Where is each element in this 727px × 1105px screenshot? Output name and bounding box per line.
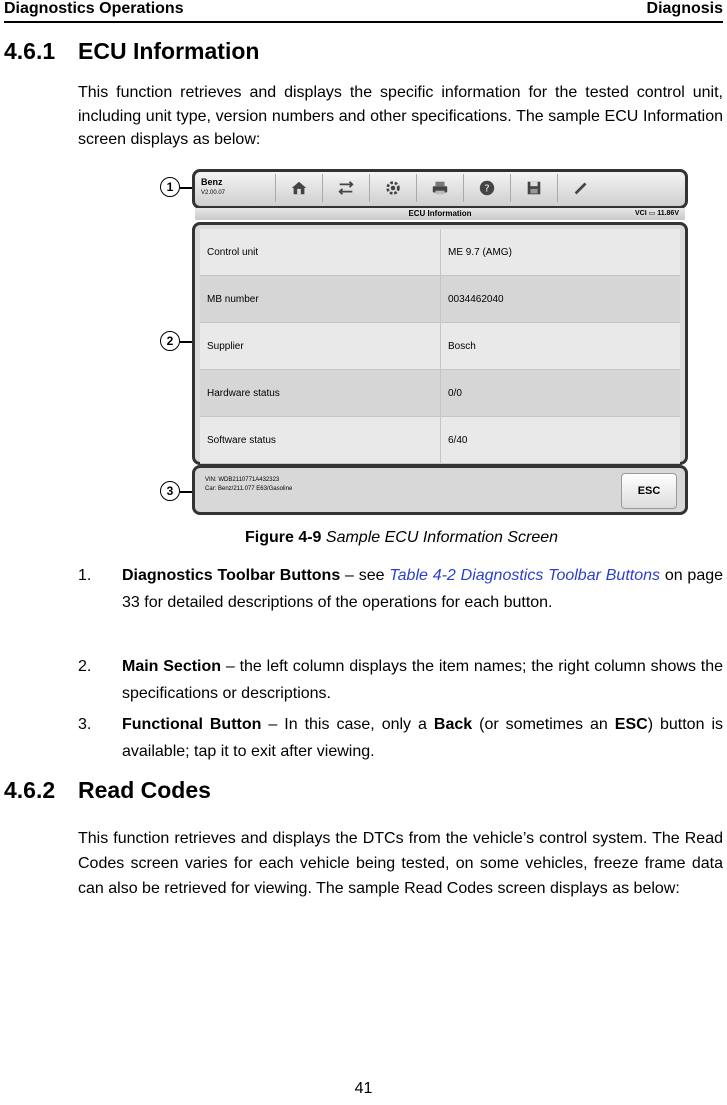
list-term: Diagnostics Toolbar Buttons xyxy=(122,567,341,584)
car-line: Car: Benz/211.077 E63/Gasoline xyxy=(205,486,293,492)
list-text: ) button is available; tap it to exit after viewing. xyxy=(122,716,724,760)
table-row xyxy=(200,323,680,370)
caption-text: Sample ECU Information Screen xyxy=(325,529,559,546)
section-number: 4.6.1 xyxy=(4,38,56,64)
item-name: Software status xyxy=(200,417,440,464)
list-item-2 xyxy=(78,654,723,707)
battery-voltage: 11.86V xyxy=(657,210,679,217)
section-title: ECU Information xyxy=(78,38,260,64)
save-button[interactable] xyxy=(510,174,557,202)
status-indicators xyxy=(635,208,679,220)
home-icon xyxy=(290,179,308,197)
battery-icon: ▭ xyxy=(648,210,656,217)
list-bold: ESC xyxy=(614,716,648,733)
svg-text:?: ? xyxy=(484,183,490,195)
list-text: (or sometimes an xyxy=(472,716,615,733)
vehicle-brand xyxy=(201,177,225,199)
page-number: 41 xyxy=(354,1080,373,1097)
header-right: Diagnosis xyxy=(646,0,723,17)
list-term: Functional Button xyxy=(122,716,262,733)
intro-paragraph: This function retrieves and displays the specific information for the tested control unit, including unit type, version numbers and other specifications. The sample ECU Information screen displays as below: xyxy=(78,84,723,148)
list-text: on page 33 for detailed descriptions of the operations for each button. xyxy=(122,567,724,611)
list-bold: Back xyxy=(433,716,473,733)
vehicle-swap-icon xyxy=(337,179,355,197)
table-row xyxy=(200,417,680,464)
callout-number: 3 xyxy=(160,481,180,501)
screen-title: ECU Information xyxy=(408,209,472,218)
item-name: Hardware status xyxy=(200,370,440,417)
settings-button[interactable] xyxy=(369,174,416,202)
save-icon xyxy=(525,179,543,197)
section-title: Read Codes xyxy=(78,777,211,803)
brand-name: Benz xyxy=(201,177,223,187)
vin-line: VIN: WDB2110771A432323 xyxy=(205,477,280,483)
list-text: – the left column displays the item names; the right column shows the specifications or descriptions. xyxy=(122,658,723,702)
list-number: 3. xyxy=(78,716,92,733)
item-name: Supplier xyxy=(200,323,440,370)
help-button[interactable] xyxy=(463,174,510,202)
data-logging-icon xyxy=(572,179,590,197)
caption-label: Figure 4-9 xyxy=(244,529,322,546)
item-value: 0/0 xyxy=(440,370,680,417)
callout-line xyxy=(180,187,192,189)
table-reference-link[interactable]: Table 4-2 Diagnostics Toolbar Buttons xyxy=(389,567,661,584)
print-icon xyxy=(431,179,449,197)
settings-icon xyxy=(384,179,402,197)
callout-line xyxy=(180,491,192,493)
item-value: ME 9.7 (AMG) xyxy=(440,229,680,276)
esc-button[interactable]: ESC xyxy=(621,473,677,509)
list-text: – see xyxy=(340,567,390,584)
section-heading-4-6-1 xyxy=(4,38,259,65)
list-term: Main Section xyxy=(122,658,222,675)
callout-line xyxy=(180,341,192,343)
running-header xyxy=(4,0,723,23)
item-value: Bosch xyxy=(440,323,680,370)
item-value: 0034462040 xyxy=(440,276,680,323)
section-number: 4.6.2 xyxy=(4,777,56,803)
list-item-1 xyxy=(78,563,723,616)
print-button[interactable] xyxy=(416,174,463,202)
table-row xyxy=(200,370,680,417)
help-icon xyxy=(478,179,496,197)
table-row xyxy=(200,276,680,323)
table-row xyxy=(200,229,680,276)
figure-caption xyxy=(0,529,727,547)
home-button[interactable] xyxy=(275,174,322,202)
read-codes-paragraph: This function retrieves and displays the DTCs from the vehicle’s control system. The Read Codes screen varies for each vehicle being tested, on some vehicles, freeze frame data can also be retrieved for viewing. The sample Read Codes screen displays as below: xyxy=(78,830,723,897)
diagnostics-toolbar xyxy=(192,169,688,209)
item-name: Control unit xyxy=(200,229,440,276)
main-section xyxy=(192,222,688,465)
ecu-info-table xyxy=(200,229,680,464)
vehicle-swap-button[interactable] xyxy=(322,174,369,202)
list-text: – In this case, only a xyxy=(261,716,434,733)
vci-label: VCI xyxy=(634,210,647,217)
section-heading-4-6-2 xyxy=(4,777,211,804)
list-item-3 xyxy=(78,712,723,765)
function-bar xyxy=(192,465,688,515)
callout-number: 1 xyxy=(160,177,180,197)
vehicle-info xyxy=(205,476,292,494)
list-number: 2. xyxy=(78,658,92,675)
callout-number: 2 xyxy=(160,331,180,351)
ecu-info-figure xyxy=(155,165,685,515)
header-left: Diagnostics Operations xyxy=(4,0,184,17)
item-value: 6/40 xyxy=(440,417,680,464)
screen-title-bar xyxy=(195,208,685,220)
software-version: V2.00.07 xyxy=(201,190,226,196)
data-logging-button[interactable] xyxy=(557,174,604,202)
item-name: MB number xyxy=(200,276,440,323)
list-number: 1. xyxy=(78,567,92,584)
